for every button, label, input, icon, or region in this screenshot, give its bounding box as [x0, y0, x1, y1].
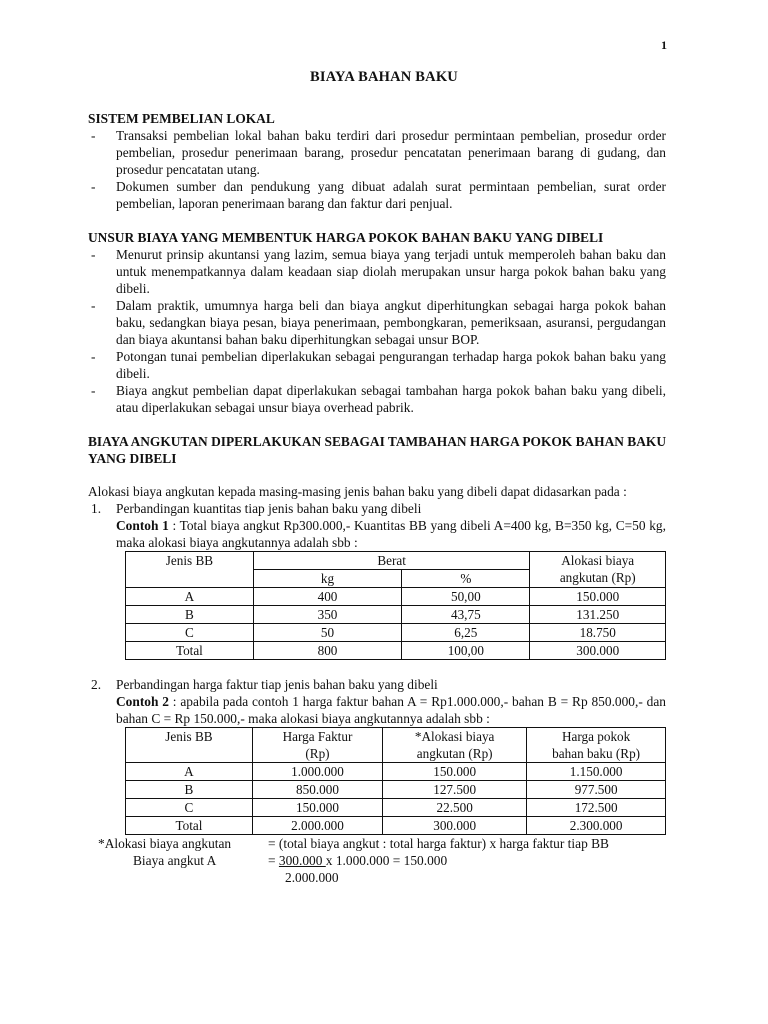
table-header-cell: Jenis BB [126, 728, 253, 763]
table-row: C 150.000 22.500 172.500 [126, 799, 666, 817]
list-bullet: - [91, 383, 96, 398]
allocation-table-quantity [125, 551, 666, 660]
formula-text: = (total biaya angkut : total harga faktur) x harga faktur tiap BB [268, 836, 609, 851]
numbered-item-2 [88, 676, 666, 727]
document-title: BIAYA BAHAN BAKU [310, 69, 458, 85]
formula-numerator: 300.000 [278, 853, 326, 868]
example-1 [116, 517, 666, 551]
table-row: Total 800 100,00 300.000 [126, 642, 666, 660]
list-item: - Transaksi pembelian lokal bahan baku terdiri dari prosedur permintaan pembelian, prosedur order pembelian, prosedur penerimaan barang, prosedur pencatatan penerimaan barang di gudang, dan prosedur pencatatan utang. [91, 128, 666, 177]
list-item: - Biaya angkut pembelian dapat diperlakukan sebagai tambahan harga pokok bahan baku yang dibeli, atau diperlakukan sebagai unsur biaya overhead pabrik. [91, 383, 666, 415]
section-heading-unsur-biaya: UNSUR BIAYA YANG MEMBENTUK HARGA POKOK BAHAN BAKU YANG DIBELI [88, 230, 604, 245]
numbered-item-text: Perbandingan kuantitas tiap jenis bahan baku yang dibeli [116, 501, 422, 516]
document-body [88, 110, 666, 887]
table-row: B 850.000 127.500 977.500 [126, 781, 666, 799]
table-row: C 50 6,25 18.750 [126, 624, 666, 642]
list-bullet: - [91, 349, 96, 364]
numbered-item-text: Perbandingan harga faktur tiap jenis bahan baku yang dibeli [116, 677, 438, 692]
numbered-item-1 [88, 500, 666, 551]
formula-label: *Alokasi biaya angkutan [98, 836, 232, 851]
list-item: - Dalam praktik, umumnya harga beli dan biaya angkut diperhitungkan sebagai harga pokok bahan baku, sedangkan biaya pesan, biaya penerimaan, pembongkaran, pemeriksaan, asuransi, pergudangan dan biaya akuntansi bahan baku diperhitungkan sebagai unsur BOP. [91, 298, 666, 347]
table-row: A 400 50,00 150.000 [126, 588, 666, 606]
formula-calculation: = 300.000 x 1.000.000 = 150.000 [268, 853, 448, 868]
allocation-formula [88, 835, 666, 887]
section-heading-biaya-angkutan: BIAYA ANGKUTAN DIPERLAKUKAN SEBAGAI TAMBAHAN HARGA POKOK BAHAN BAKU YANG DIBELI [88, 434, 666, 466]
list-bullet: - [91, 298, 96, 313]
table-header-cell: Berat [253, 552, 530, 570]
example-text: : Total biaya angkut Rp300.000,- Kuantitas BB yang dibeli A=400 kg, B=350 kg, C=50 kg, maka alokasi biaya angkutannya adalah sbb : [116, 518, 666, 550]
section-intro: Alokasi biaya angkutan kepada masing-masing jenis bahan baku yang dibeli dapat didasarkan pada : [88, 484, 627, 499]
list-bullet: - [91, 179, 96, 194]
item-number: 2. [91, 677, 102, 692]
table-header-cell: Harga pokok bahan baku (Rp) [527, 728, 666, 763]
list-item: - Dokumen sumber dan pendukung yang dibuat adalah surat permintaan pembelian, surat order pembelian, laporan penerimaan barang dan faktur dari penjual. [91, 179, 666, 211]
list-item: - Potongan tunai pembelian diperlakukan sebagai pengurangan terhadap harga pokok bahan baku yang dibeli. [91, 349, 666, 381]
table-header-cell: kg [253, 570, 401, 588]
table-row: B 350 43,75 131.250 [126, 606, 666, 624]
allocation-table-invoice [125, 727, 666, 835]
list-item: - Menurut prinsip akuntansi yang lazim, semua biaya yang terjadi untuk memperoleh bahan baku dan untuk menempatkannya dalam keadaan siap diolah merupakan unsur harga pokok bahan baku yang dibeli. [91, 247, 666, 296]
formula-denominator: 2.000.000 [285, 870, 339, 885]
section-heading-sistem-pembelian: SISTEM PEMBELIAN LOKAL [88, 111, 275, 126]
table-header-cell: Jenis BB [126, 552, 254, 588]
table-header-cell: % [402, 570, 530, 588]
table-header-cell: Alokasi biaya angkutan (Rp) [530, 552, 666, 588]
example-label: Contoh 2 [116, 694, 169, 709]
item-number: 1. [91, 501, 102, 516]
table-row: A 1.000.000 150.000 1.150.000 [126, 763, 666, 781]
page-number: 1 [661, 38, 667, 52]
example-label: Contoh 1 [116, 518, 169, 533]
table-header-cell: Harga Faktur (Rp) [252, 728, 382, 763]
table-row: Total 2.000.000 300.000 2.300.000 [126, 817, 666, 835]
example-2 [116, 693, 666, 727]
example-text: : apabila pada contoh 1 harga faktur bahan A = Rp1.000.000,- bahan B = Rp 850.000,- dan bahan C = Rp 150.000,- maka alokasi biaya angkutannya adalah sbb : [116, 694, 666, 726]
list-bullet: - [91, 247, 96, 262]
list-bullet: - [91, 128, 96, 143]
table-header-cell: *Alokasi biaya angkutan (Rp) [383, 728, 527, 763]
formula-label: Biaya angkut A [133, 853, 217, 868]
